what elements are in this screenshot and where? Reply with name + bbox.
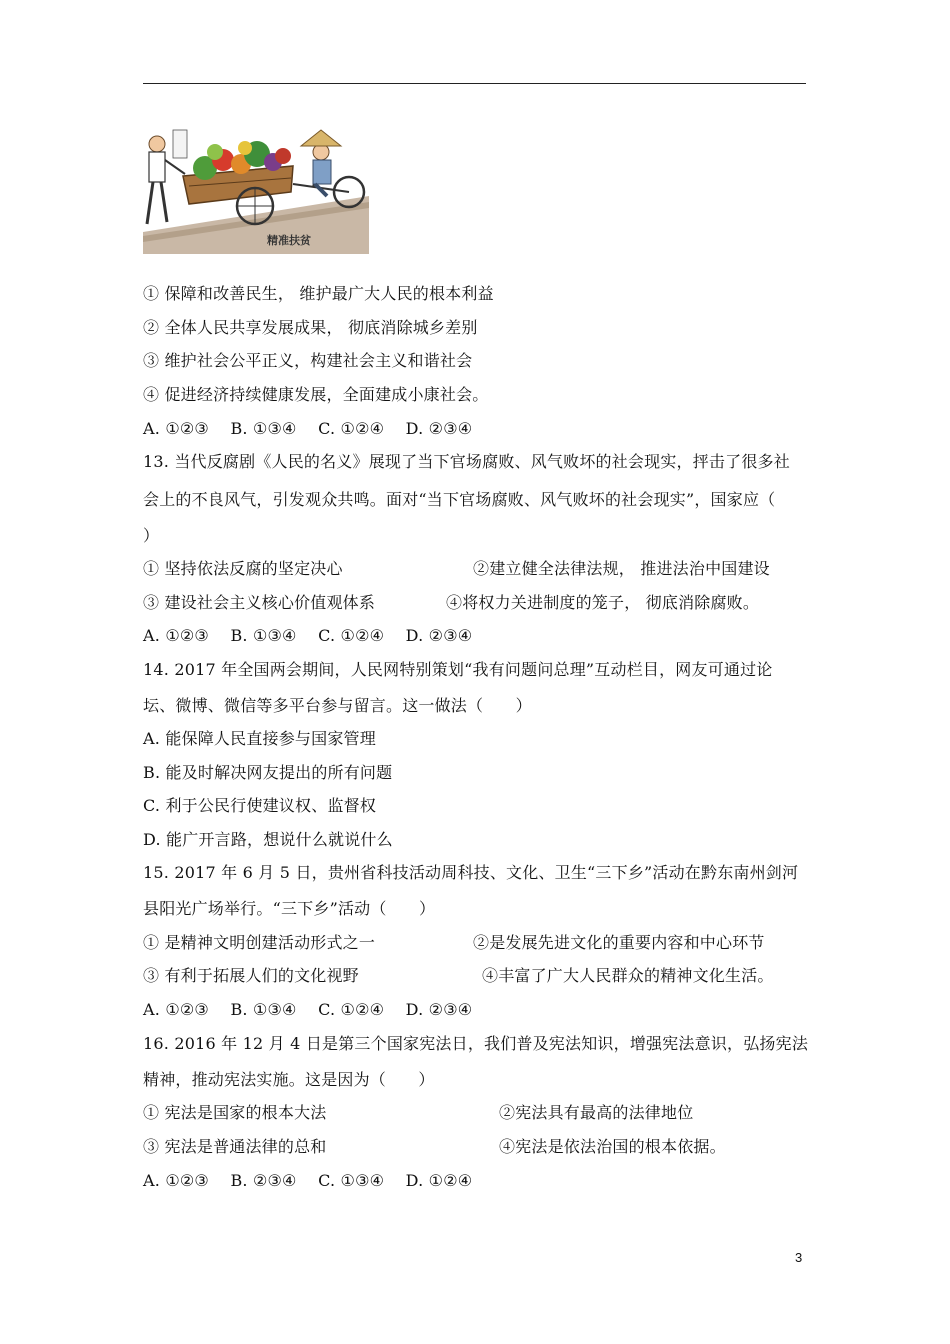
q12-option-2: ② 全体人民共享发展成果， 彻底消除城乡差别 — [143, 318, 478, 337]
q12-option-4: ④ 促进经济持续健康发展，全面建成小康社会。 — [143, 385, 489, 404]
q13-stem-line-2: 会上的不良风气，引发观众共鸣。面对“当下官场腐败、风气败坏的社会现实”，国家应（ — [143, 490, 776, 509]
q14-option-b: B. 能及时解决网友提出的所有问题 — [143, 763, 393, 782]
q14-option-d: D. 能广开言路，想说什么就说什么 — [143, 830, 393, 849]
q12-option-3: ③ 维护社会公平正义，构建社会主义和谐社会 — [143, 351, 473, 370]
cartoon-image — [143, 124, 369, 254]
q16-choices: A. ①②③ B. ②③④ C. ①③④ D. ①②④ — [143, 1171, 473, 1190]
q16-option-row-1 — [143, 1103, 694, 1123]
q16-option-1: ① 宪法是国家的根本大法 — [143, 1103, 327, 1122]
q16-option-2: ②宪法具有最高的法律地位 — [499, 1103, 694, 1122]
q13-option-2: ②建立健全法律法规， 推进法治中国建设 — [473, 559, 770, 578]
q16-stem-line-2: 精神，推动宪法实施。这是因为（ ） — [143, 1070, 435, 1089]
figure-caption: 精准扶贫 — [267, 234, 311, 247]
q15-option-row-1 — [143, 933, 765, 953]
q15-option-1: ① 是精神文明创建活动形式之一 — [143, 933, 376, 952]
q15-option-4: ④丰富了广大人民群众的精神文化生活。 — [482, 966, 774, 985]
q15-option-2: ②是发展先进文化的重要内容和中心环节 — [473, 933, 765, 952]
q13-choices: A. ①②③ B. ①③④ C. ①②④ D. ②③④ — [143, 626, 473, 645]
q12-choices: A. ①②③ B. ①③④ C. ①②④ D. ②③④ — [143, 419, 473, 438]
q14-stem-line-1: 14. 2017 年全国两会期间，人民网特别策划“我有问题问总理”互动栏目，网友可通过论 — [143, 660, 773, 679]
q14-option-a: A. 能保障人民直接参与国家管理 — [143, 729, 376, 748]
q13-stem-line-3: ） — [143, 526, 160, 545]
q13-option-1: ① 坚持依法反腐的坚定决心 — [143, 559, 343, 578]
q13-option-3: ③ 建设社会主义核心价值观体系 — [143, 593, 376, 612]
header-rule — [143, 83, 806, 84]
q13-option-4: ④将权力关进制度的笼子， 彻底消除腐败。 — [446, 593, 760, 612]
q14-option-c: C. 利于公民行使建议权、监督权 — [143, 796, 377, 815]
q15-stem-line-1: 15. 2017 年 6 月 5 日，贵州省科技活动周科技、文化、卫生“三下乡”活动在黔东南州剑河 — [143, 863, 799, 882]
q15-option-3: ③ 有利于拓展人们的文化视野 — [143, 966, 359, 985]
q16-option-row-2 — [143, 1137, 726, 1157]
q13-stem-line-1: 13. 当代反腐剧《人民的名义》展现了当下官场腐败、风气败坏的社会现实，抨击了很多社 — [143, 452, 790, 471]
q14-stem-line-2: 坛、微博、微信等多平台参与留言。这一做法（ ） — [143, 696, 532, 715]
q15-stem-line-2: 县阳光广场举行。“三下乡”活动（ ） — [143, 899, 436, 918]
q16-option-3: ③ 宪法是普通法律的总和 — [143, 1137, 327, 1156]
q16-option-4: ④宪法是依法治国的根本依据。 — [499, 1137, 726, 1156]
q12-option-1: ① 保障和改善民生， 维护最广大人民的根本利益 — [143, 284, 494, 303]
page-number: 3 — [795, 1250, 803, 1265]
q15-option-row-2 — [143, 966, 774, 986]
q16-stem-line-1: 16. 2016 年 12 月 4 日是第三个国家宪法日，我们普及宪法知识，增强宪法意识，弘扬宪法 — [143, 1034, 809, 1053]
q15-choices: A. ①②③ B. ①③④ C. ①②④ D. ②③④ — [143, 1000, 473, 1019]
q13-option-row-2 — [143, 593, 760, 613]
poverty-alleviation-cartoon — [143, 124, 369, 254]
q13-option-row-1 — [143, 559, 770, 579]
